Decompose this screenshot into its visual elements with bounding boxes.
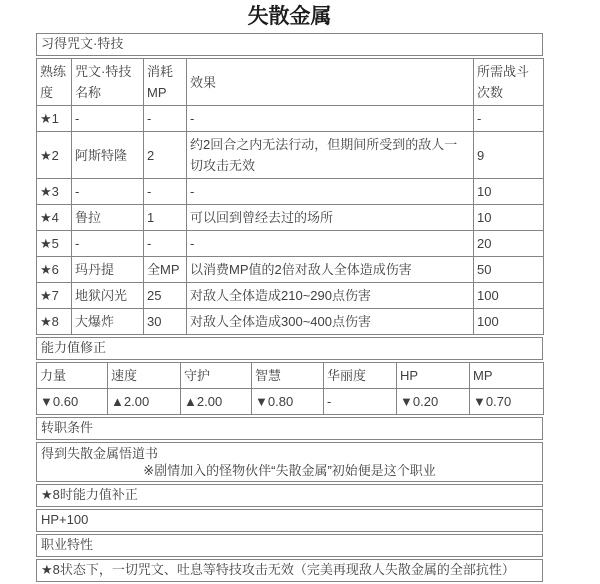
col-header-mp-cost: 消耗MP <box>144 59 187 106</box>
stat-value-hp: ▼0.20 <box>397 389 470 415</box>
job-change-line2: ※剧情加入的怪物伙伴“失散金属”初始便是这个职业 <box>143 463 436 478</box>
skills-table <box>36 58 544 335</box>
cell-proficiency: ★1 <box>37 106 72 132</box>
stat-value-defense: ▲2.00 <box>181 389 252 415</box>
job-page <box>36 4 543 582</box>
cell-skill-name: - <box>72 179 144 205</box>
cell-effect: - <box>187 106 474 132</box>
cell-mp-cost: 2 <box>144 132 187 179</box>
cell-battles: 9 <box>474 132 544 179</box>
cell-proficiency: ★2 <box>37 132 72 179</box>
table-row <box>37 132 544 179</box>
cell-effect: 以消费MP值的2倍对敌人全体造成伤害 <box>187 257 474 283</box>
col-header-defense: 守护 <box>181 363 252 389</box>
page-title: 失散金属 <box>247 5 332 28</box>
cell-battles: 50 <box>474 257 544 283</box>
col-header-strength: 力量 <box>37 363 108 389</box>
cell-effect: 约2回合之内无法行动，但期间所受到的敌人一切攻击无效 <box>187 132 474 179</box>
section-header-learned-skills: 习得咒文·特技 <box>36 33 543 56</box>
cell-proficiency: ★3 <box>37 179 72 205</box>
stat-value-speed: ▲2.00 <box>108 389 181 415</box>
col-header-proficiency: 熟练度 <box>37 59 72 106</box>
section-header-star8-bonus: ★8时能力值补正 <box>36 484 543 507</box>
col-header-effect: 效果 <box>187 59 474 106</box>
cell-skill-name: 玛丹提 <box>72 257 144 283</box>
section-header-job-trait: 职业特性 <box>36 534 543 557</box>
cell-mp-cost: 30 <box>144 309 187 335</box>
cell-battles: - <box>474 106 544 132</box>
table-row <box>37 106 544 132</box>
stat-value-wisdom: ▼0.80 <box>252 389 324 415</box>
cell-skill-name: - <box>72 106 144 132</box>
cell-skill-name: 地狱闪光 <box>72 283 144 309</box>
table-row <box>37 231 544 257</box>
cell-effect: - <box>187 179 474 205</box>
stat-value-mp: ▼0.70 <box>470 389 544 415</box>
col-header-style: 华丽度 <box>324 363 397 389</box>
cell-battles: 10 <box>474 205 544 231</box>
cell-proficiency: ★6 <box>37 257 72 283</box>
cell-skill-name: - <box>72 231 144 257</box>
col-header-battles-required: 所需战斗次数 <box>474 59 544 106</box>
table-row <box>37 283 544 309</box>
cell-battles: 100 <box>474 309 544 335</box>
table-row <box>37 205 544 231</box>
stats-value-row <box>37 389 544 415</box>
stats-header-row <box>37 363 544 389</box>
cell-battles: 100 <box>474 283 544 309</box>
cell-skill-name: 阿斯特隆 <box>72 132 144 179</box>
stat-value-style: - <box>324 389 397 415</box>
table-row <box>37 179 544 205</box>
skills-header-row <box>37 59 544 106</box>
cell-mp-cost: 全MP <box>144 257 187 283</box>
stat-value-strength: ▼0.60 <box>37 389 108 415</box>
cell-mp-cost: - <box>144 106 187 132</box>
cell-battles: 10 <box>474 179 544 205</box>
table-row <box>37 257 544 283</box>
cell-effect: 对敌人全体造成210~290点伤害 <box>187 283 474 309</box>
job-trait-content: ★8状态下，一切咒文、吐息等特技攻击无效（完美再现敌人失散金属的全部抗性） <box>36 559 543 582</box>
cell-mp-cost: - <box>144 231 187 257</box>
cell-proficiency: ★7 <box>37 283 72 309</box>
cell-effect: 对敌人全体造成300~400点伤害 <box>187 309 474 335</box>
section-header-job-change: 转职条件 <box>36 417 543 440</box>
section-header-stat-modifiers: 能力值修正 <box>36 337 543 360</box>
col-header-hp: HP <box>397 363 470 389</box>
col-header-speed: 速度 <box>108 363 181 389</box>
cell-skill-name: 鲁拉 <box>72 205 144 231</box>
job-change-line1: 得到失散金属悟道书 <box>41 446 159 461</box>
stats-table <box>36 362 544 415</box>
cell-mp-cost: 25 <box>144 283 187 309</box>
star8-bonus-content: HP+100 <box>36 509 543 532</box>
table-row <box>37 309 544 335</box>
job-change-content <box>36 442 543 482</box>
cell-effect: - <box>187 231 474 257</box>
cell-mp-cost: 1 <box>144 205 187 231</box>
cell-battles: 20 <box>474 231 544 257</box>
col-header-skill-name: 咒文·特技名称 <box>72 59 144 106</box>
cell-proficiency: ★4 <box>37 205 72 231</box>
cell-proficiency: ★8 <box>37 309 72 335</box>
cell-proficiency: ★5 <box>37 231 72 257</box>
col-header-mp: MP <box>470 363 544 389</box>
cell-effect: 可以回到曾经去过的场所 <box>187 205 474 231</box>
cell-mp-cost: - <box>144 179 187 205</box>
col-header-wisdom: 智慧 <box>252 363 324 389</box>
cell-skill-name: 大爆炸 <box>72 309 144 335</box>
